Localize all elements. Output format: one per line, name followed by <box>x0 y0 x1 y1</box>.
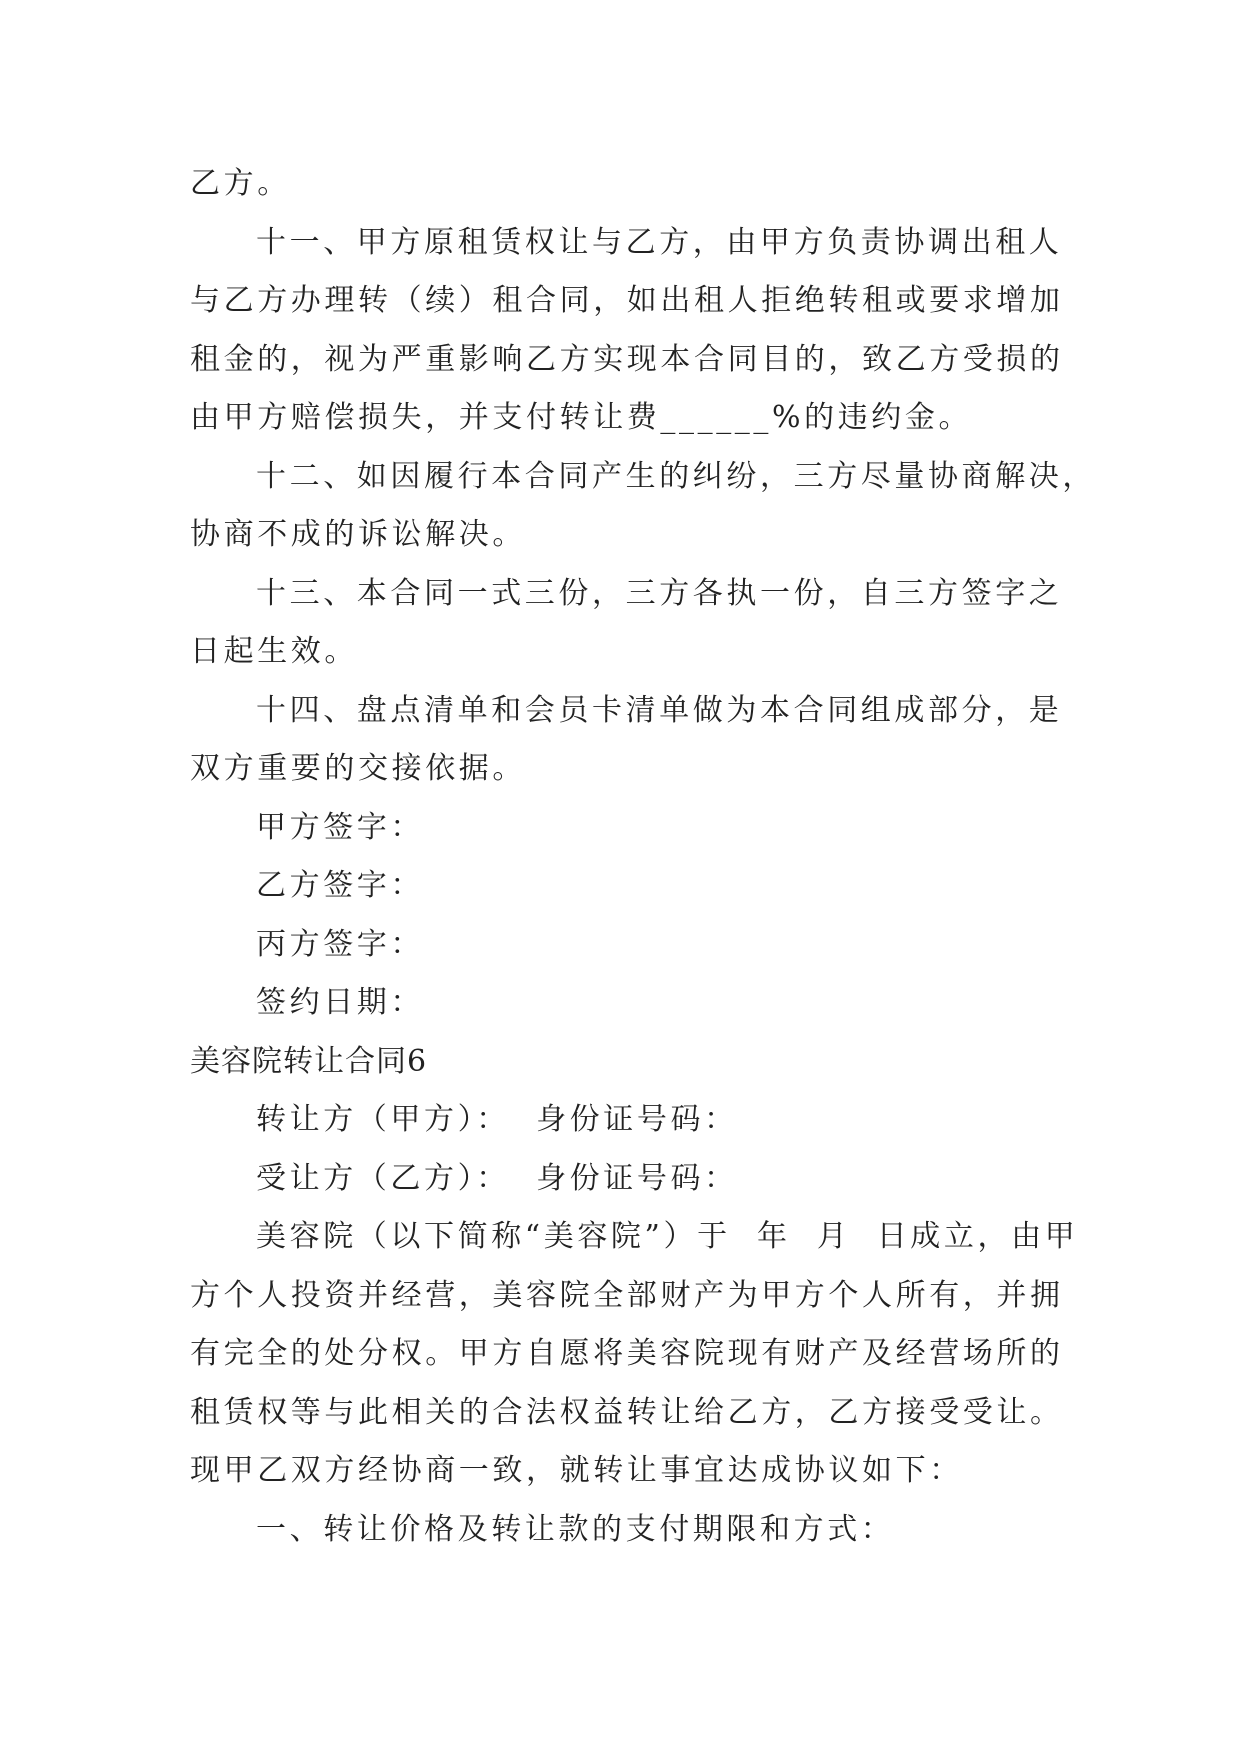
paragraph-line: 租金的，视为严重影响乙方实现本合同目的，致乙方受损的 <box>190 341 1064 377</box>
paragraph-line: 协商不成的诉讼解决。 <box>190 517 526 552</box>
signing-date: 签约日期： <box>256 985 424 1020</box>
paragraph-line: 有完全的处分权。甲方自愿将美容院现有财产及经营场所的 <box>190 1336 1064 1371</box>
paragraph-line: 方个人投资并经营，美容院全部财产为甲方个人所有，并拥 <box>190 1277 1064 1313</box>
party-a-signature: 甲方签字： <box>256 809 424 845</box>
paragraph-line: 乙方。 <box>190 166 291 201</box>
paragraph-line: 日起生效。 <box>190 634 358 669</box>
clause-11: 十一、甲方原租赁权让与乙方，由甲方负责协调出租人 <box>256 224 1063 260</box>
clause-12: 十二、如因履行本合同产生的纠纷，三方尽量协商解决， <box>256 458 1096 494</box>
paragraph-line: 双方重要的交接依据。 <box>190 751 526 786</box>
section-1-heading: 一、转让价格及转让款的支付期限和方式： <box>256 1511 895 1547</box>
party-b-signature: 乙方签字： <box>256 868 424 903</box>
intro-paragraph: 美容院（以下简称“美容院”）于 年 月 日成立，由甲 <box>256 1219 1079 1254</box>
document-body <box>190 155 1096 1559</box>
transferor-line: 转让方（甲方）： 身份证号码： <box>256 1102 738 1137</box>
paragraph-line: 租赁权等与此相关的合法权益转让给乙方，乙方接受受让。 <box>190 1394 1064 1430</box>
paragraph-line: 现甲乙双方经协商一致，就转让事宜达成协议如下： <box>190 1453 963 1488</box>
paragraph-line: 与乙方办理转（续）租合同，如出租人拒绝转租或要求增加 <box>190 283 1064 318</box>
transferee-line: 受让方（乙方）： 身份证号码： <box>256 1160 738 1196</box>
clause-14: 十四、盘点清单和会员卡清单做为本合同组成部分，是 <box>256 692 1063 728</box>
paragraph-line: 由甲方赔偿损失，并支付转让费______%的违约金。 <box>190 400 973 435</box>
clause-13: 十三、本合同一式三份，三方各执一份，自三方签字之 <box>256 575 1063 611</box>
party-c-signature: 丙方签字： <box>256 926 424 962</box>
contract-title: 美容院转让合同6 <box>190 1043 428 1079</box>
